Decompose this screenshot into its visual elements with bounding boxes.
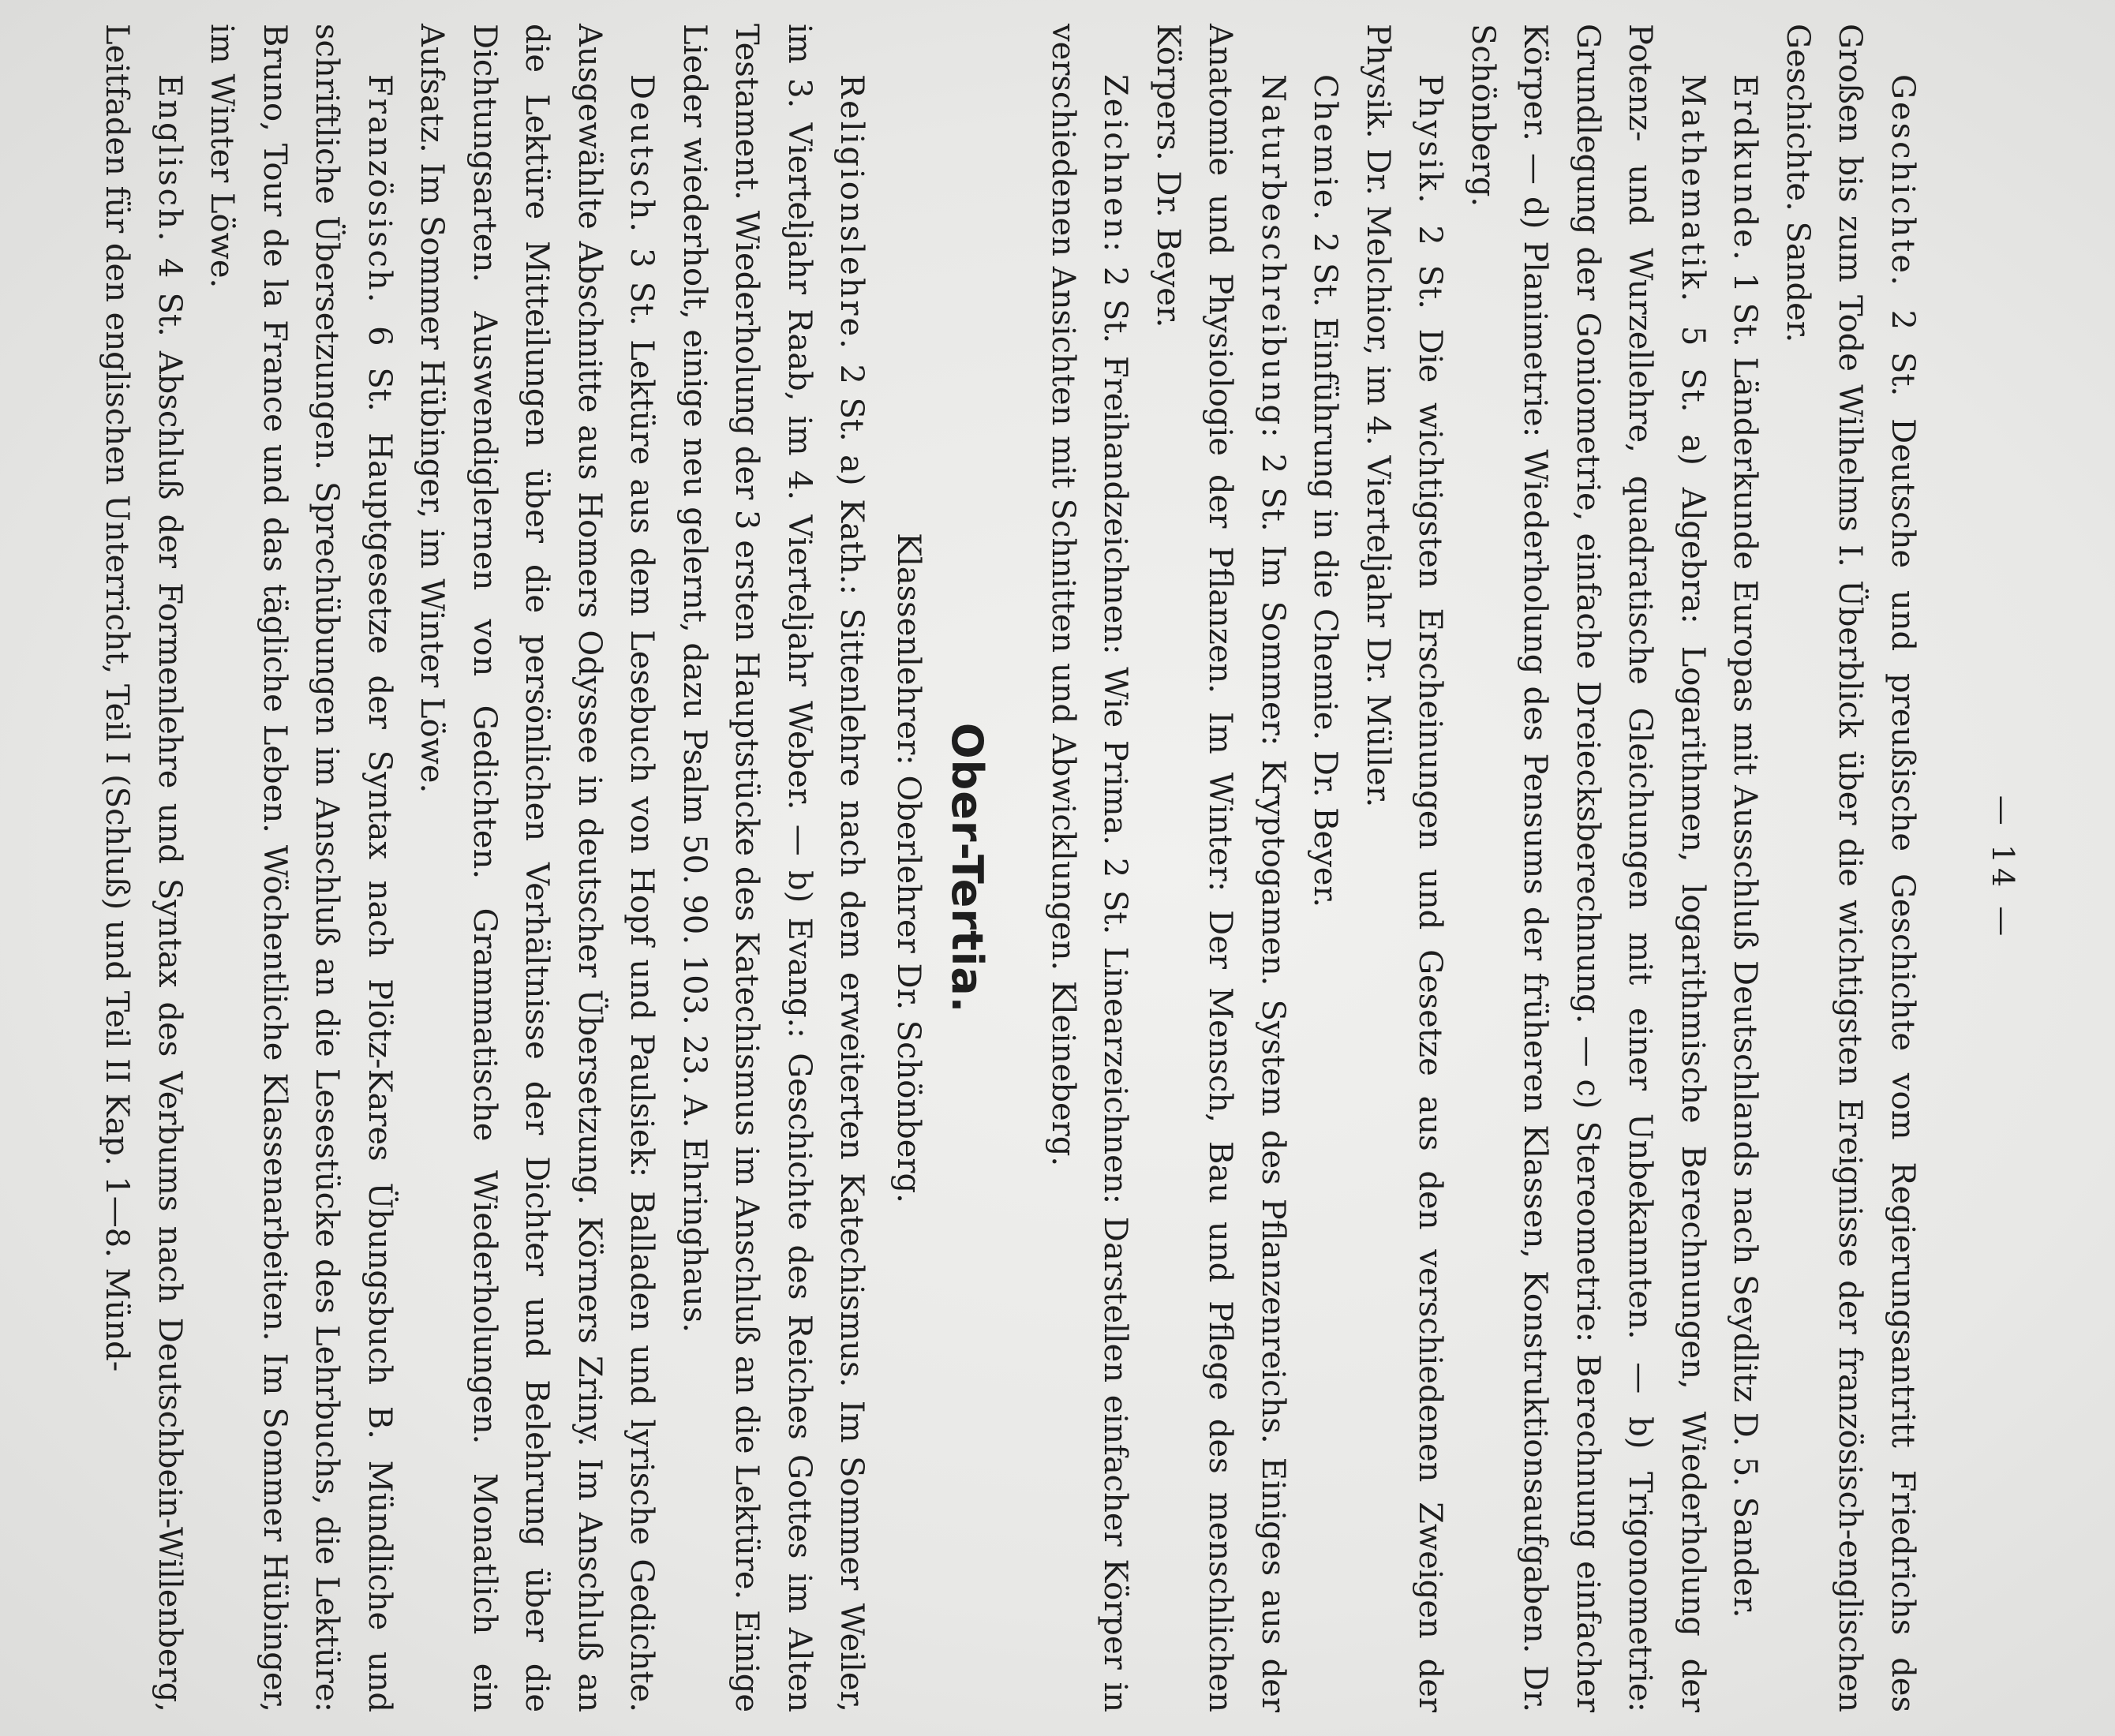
subject-text: 2 St. Deutsche und preußische Geschichte vom Regierungsantritt Friedrichs des Großen bis zum Tode Wilhelms I. Überblick über die wichtigsten Ereignisse der französisch-englischen Geschichte. Sander.: [1780, 24, 1921, 1712]
subject-name: Naturbeschreibung:: [1255, 74, 1291, 440]
klassenlehrer-line: Klassenlehrer: Oberlehrer Dr. Schönberg.: [890, 533, 927, 1203]
subject-paragraph: [1299, 24, 1352, 1712]
subject-text: 1 St. Länderkunde Europas mit Ausschluß Deutschlands nach Seydlitz D. 5. Sander.: [1727, 262, 1764, 1618]
subject-name: Erdkunde.: [1727, 74, 1764, 263]
subject-paragraph: [406, 24, 668, 1712]
rotated-text-block: [95, 24, 2020, 1712]
subject-paragraph: [1037, 24, 1142, 1712]
subject-name: Religionslehre.: [833, 74, 870, 351]
subject-paragraph: [1772, 24, 1930, 1712]
subject-name: Chemie.: [1307, 74, 1344, 223]
bottom-section: [91, 24, 878, 1712]
subject-paragraph: [1352, 24, 1457, 1712]
subject-text: 2 St. a) Kath.: Sittenlehre nach dem erweiterten Katechismus. Im Sommer Weiler, im 3. Vierteljahr Raab, im 4. Vierteljahr Weber. — b) Evang.: Geschichte des Reiches Gottes im Alten Testament. Wiederholung der 3 ersten Hauptstücke des Katechismus im Anschluß an die Lektüre. Einige Lieder wiederholt, einige neu gelernt, dazu Psalm 50. 90. 103. 23. A. Ehringhaus.: [676, 24, 870, 1712]
subject-name: Französisch.: [361, 74, 398, 305]
section-title: Ober-Tertia.: [942, 722, 993, 1014]
top-section: [1037, 24, 1930, 1712]
subject-text: 5 St. a) Algebra: Logarithmen, logarithmische Berechnungen, Wiederholung der Potenz- und Wurzellehre, quadratische Gleichungen mit einer Unbekannten. — b) Trigonometrie: Grundlegung der Goniometrie, einfache Dreiecksberechnung. — c) Stereometrie: Berechnung einfacher Körper. — d) Planimetrie: Wiederholung des Pensums der früheren Klassen, Konstruktionsaufgaben. Dr. Schönberg.: [1465, 24, 1711, 1712]
subject-paragraph: [668, 24, 878, 1712]
subject-name: Zeichnen:: [1097, 74, 1134, 255]
subject-text: 3 St. Lektüre aus dem Lesebuch von Hopf und Paulsiek: Balladen und lyrische Gedichte. Ausgewählte Abschnitte aus Homers Odyssee in deutscher Übersetzung. Körners Zriny. Im Anschluß an die Lektüre Mitteilungen über die persönlichen Verhältnisse der Dichter und Belehrung über die Dichtungsarten. Auswendiglernen von Gedichten. Grammatische Wiederholungen. Monatlich ein Aufsatz. Im Sommer Hübinger, im Winter Löwe.: [414, 24, 661, 1712]
subject-name: Deutsch.: [623, 74, 661, 234]
subject-paragraph: [91, 24, 196, 1712]
subject-name: Physik.: [1412, 74, 1449, 206]
subject-name: Mathematik.: [1675, 74, 1711, 304]
subject-text: 2 St. Die wichtigsten Erscheinungen und Gesetze aus den verschiedenen Zweigen der Physik. Dr. Melchior, im 4. Vierteljahr Dr. Müller.: [1360, 24, 1449, 1712]
subject-text: 6 St. Hauptgesetze der Syntax nach Plötz-Kares Übungsbuch B. Mündliche und schriftliche Übersetzungen. Sprechübungen im Anschluß an die Lesestücke des Lehrbuchs, die Lektüre: Bruno, Tour de la France und das tägliche Leben. Wöchentliche Klassenarbeiten. Im Sommer Hübinger, im Winter Löwe.: [204, 24, 398, 1712]
subject-paragraph: [1142, 24, 1300, 1712]
subject-paragraph: [1719, 24, 1772, 1712]
subject-paragraph: [1457, 24, 1720, 1712]
subject-paragraph: [196, 24, 406, 1712]
subject-text: 4 St. Abschluß der Formenlehre und Syntax des Verbums nach Deutschbein-Willenberg, Leitfaden für den englischen Unterricht, Teil I (Schluß) und Teil II Kap. 1—8. Münd-: [99, 24, 188, 1712]
page-number: — 14 —: [1986, 795, 2020, 941]
subject-name: Englisch.: [152, 74, 188, 244]
subject-text: 2 St. Freihandzeichnen: Wie Prima. 2 St. Linearzeichnen: Darstellen einfacher Körper in verschiedenen Ansichten mit Schnitten und Abwicklungen. Kleineberg.: [1045, 24, 1134, 1712]
subject-text: 2 St. Einführung in die Chemie. Dr. Beyer.: [1307, 223, 1344, 907]
subject-name: Geschichte.: [1885, 74, 1921, 288]
subject-text: 2 St. Im Sommer: Kryptogamen. System des Pflanzenreichs. Einiges aus der Anatomie und Physiologie der Pflanzen. Im Winter: Der Mensch, Bau und Pflege des menschlichen Körpers. Dr. Beyer.: [1150, 24, 1291, 1712]
